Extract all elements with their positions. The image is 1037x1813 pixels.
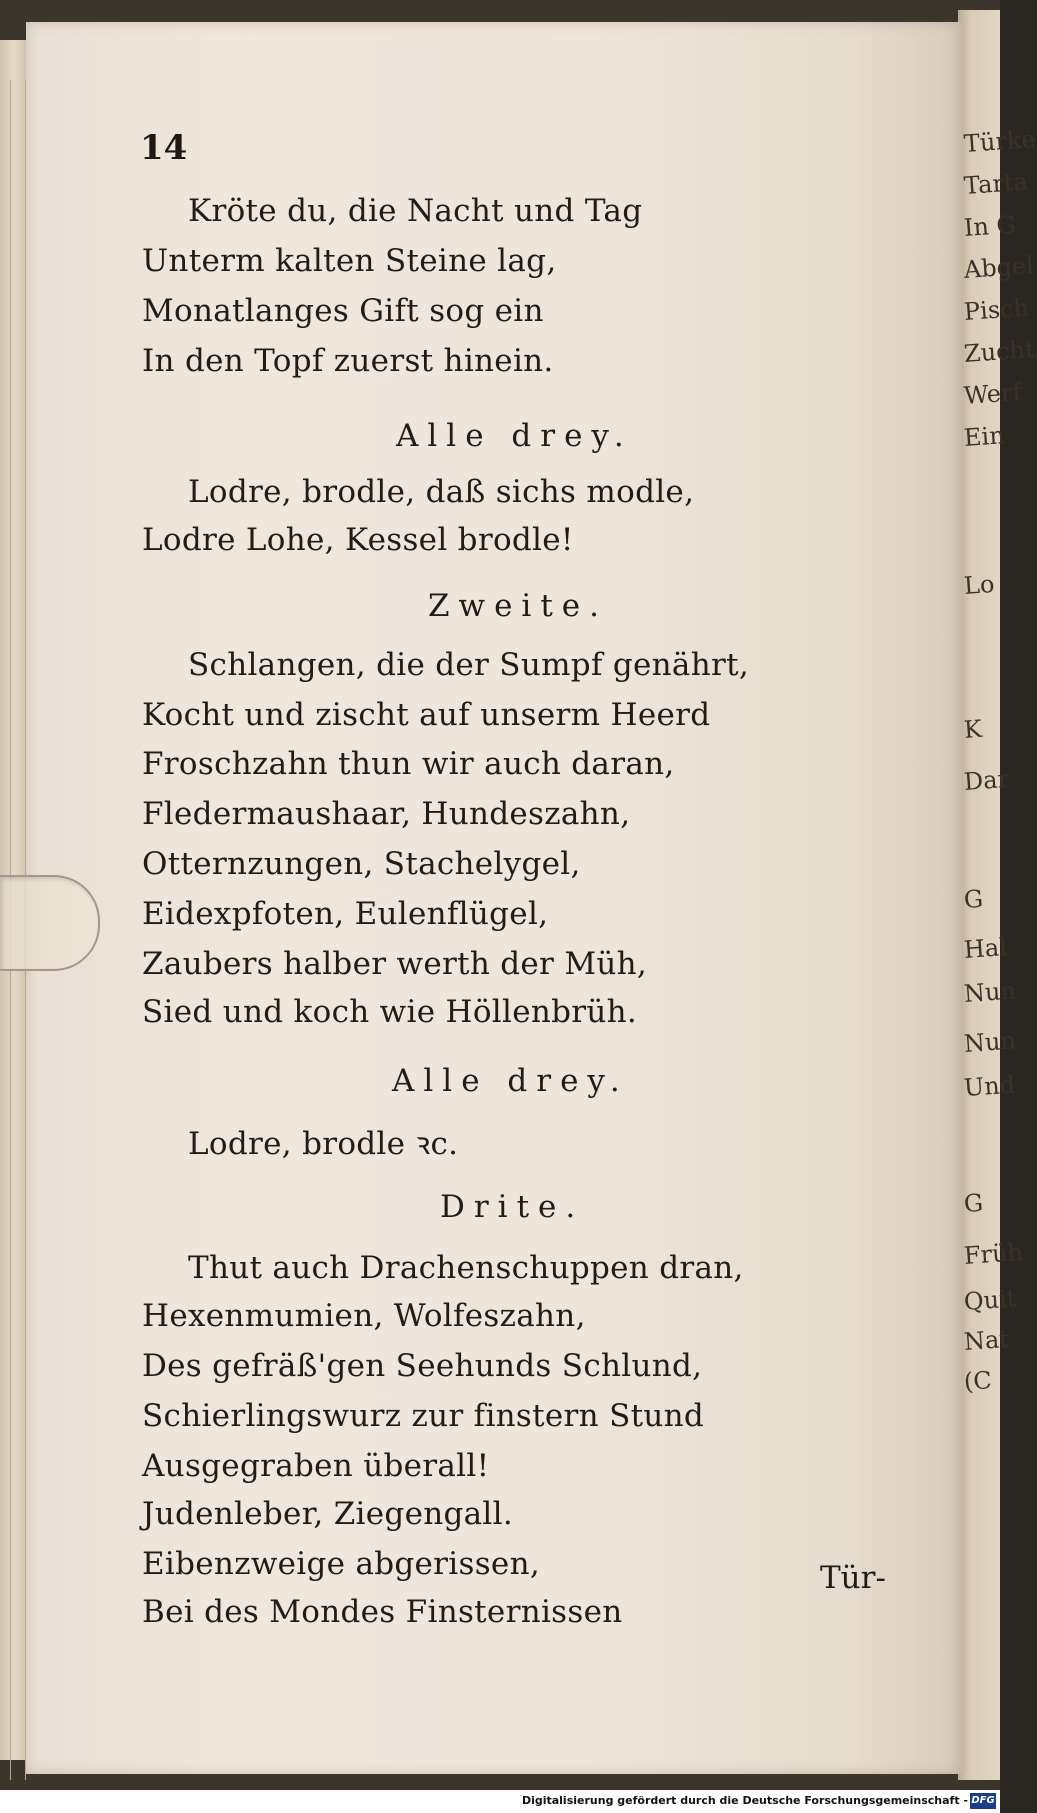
verse-line: Kocht und zischt auf unserm Heerd: [142, 697, 711, 733]
verse-line: Des gefräß'gen Seehunds Schlund,: [142, 1348, 703, 1384]
next-page-fragment: Und: [963, 1070, 1016, 1102]
verse-line: Judenleber, Ziegengall.: [142, 1496, 513, 1532]
next-page-fragment: (C: [963, 1366, 993, 1396]
verse-line: Monatlanges Gift sog ein: [142, 293, 544, 329]
verse-line: Sied und koch wie Höllenbrüh.: [142, 994, 638, 1030]
next-page-fragment: G: [963, 1188, 985, 1218]
verse-line: Fledermaushaar, Hundeszahn,: [142, 796, 631, 832]
verse-line: Unterm kalten Steine lag,: [142, 243, 557, 279]
speaker-heading: Zweite.: [428, 588, 608, 624]
verse-line: Eibenzweige abgerissen,: [142, 1546, 541, 1582]
next-page-fragment: Tarta: [963, 167, 1029, 200]
next-page-fragment: Nun: [963, 976, 1017, 1008]
catchword: Tür-: [820, 1560, 886, 1596]
next-page-fragment: K: [963, 714, 983, 744]
verse-line: Zaubers halber werth der Müh,: [142, 946, 648, 982]
verse-line: Eidexpfoten, Eulenflügel,: [142, 896, 549, 932]
next-page-fragment: Zucht: [963, 335, 1036, 368]
next-page-fragment: G: [963, 884, 985, 914]
funding-credit: Digitalisierung gefördert durch die Deutsche Forschungsgemeinschaft -: [521, 1794, 968, 1807]
next-page-fragment: Hal: [963, 933, 1008, 964]
next-page-fragment: Früh: [963, 1237, 1024, 1270]
next-page-fragment: Lo: [963, 569, 996, 600]
page-number: 14: [140, 128, 188, 168]
verse-line: Schierlingswurz zur finstern Stund: [142, 1398, 705, 1434]
verse-line: Schlangen, die der Sumpf genährt,: [188, 647, 750, 683]
verse-line: Lodre, brodle ꝛc.: [188, 1126, 459, 1162]
verse-line: Lodre Lohe, Kessel brodle!: [142, 522, 574, 558]
next-page-fragment: Türke: [963, 125, 1037, 158]
verse-line: Kröte du, die Nacht und Tag: [188, 193, 643, 229]
digitization-footer: [0, 1790, 1000, 1813]
next-page-edge: [958, 10, 1037, 1780]
next-page-fragment: Pisch: [963, 293, 1030, 326]
verse-line: Ausgegraben überall!: [142, 1448, 490, 1484]
next-page-fragment: Abgel: [963, 251, 1035, 284]
verse-line: Lodre, brodle, daß sichs modle,: [188, 474, 695, 510]
dfg-logo-icon: DFG: [970, 1793, 996, 1809]
next-page-fragment: In G: [963, 210, 1017, 242]
verse-line: Bei des Mondes Finsternissen: [142, 1594, 623, 1630]
next-page-fragment: Werf: [963, 378, 1023, 410]
next-page-fragment: Nat: [963, 1324, 1010, 1356]
speaker-heading: Drite.: [440, 1189, 585, 1225]
verse-line: Otternzungen, Stachelygel,: [142, 846, 581, 882]
verse-line: Froschzahn thun wir auch daran,: [142, 746, 675, 782]
speaker-heading: Alle drey.: [396, 418, 633, 454]
next-page-fragment: Dar: [963, 764, 1010, 796]
next-page-fragment: Nun: [963, 1026, 1017, 1058]
speaker-heading: Alle drey.: [392, 1063, 629, 1099]
verse-line: Thut auch Drachenschuppen dran,: [188, 1250, 744, 1286]
verse-line: Hexenmumien, Wolfeszahn,: [142, 1298, 586, 1334]
page-clip: [0, 875, 100, 971]
next-page-fragment: Ein: [963, 421, 1006, 452]
verse-line: In den Topf zuerst hinein.: [142, 343, 554, 379]
next-page-fragment: Quit: [963, 1284, 1018, 1316]
